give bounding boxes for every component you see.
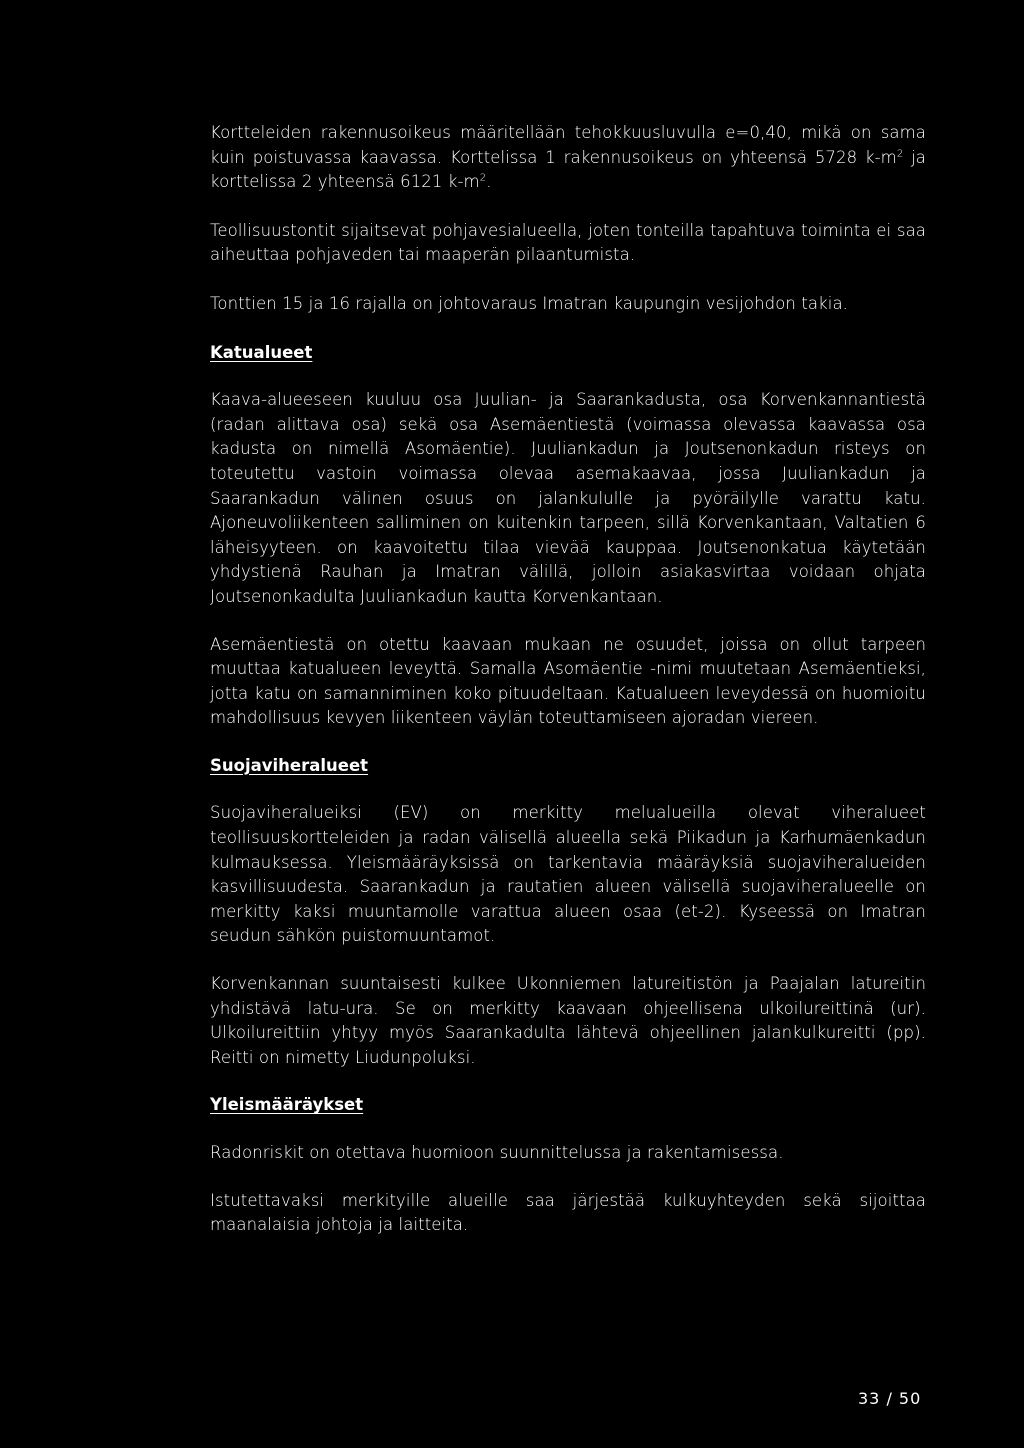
heading-suojaviheralueet: Suojaviheralueet bbox=[210, 755, 369, 775]
paragraph-protective-green-areas: Suojaviheralueiksi (EV) on merkitty melualueilla olevat viheralueet teollisuuskortteleiden ja radan välisellä alueella sekä Piikadun ja Karhumäenkadun kulmauksessa. Yleismääräyksissä on tarkentavia määräyksiä suojaviheralueiden kasvillisuudesta. Saarankadun ja rautatien alueen välisellä suojaviheralueelle on merkitty kaksi muuntamolle varattua alueen osaa (et-2). Kyseessä on Imatran seudun sähkön puistomuuntamot. bbox=[210, 803, 926, 946]
paragraph-groundwater: Teollisuustontit sijaitsevat pohjavesialueella, joten tonteilla tapahtuva toiminta ei saa aiheuttaa pohjaveden tai maaperän pilaantumista. bbox=[210, 220, 926, 265]
paragraph-pipeline-reservation: Tonttien 15 ja 16 rajalla on johtovaraus Imatran kaupungin vesijohdon takia. bbox=[210, 293, 849, 313]
paragraph-street-areas: Kaava-alueeseen kuuluu osa Juulian- ja Saarankadusta, osa Korvenkannantiestä (radan alittava osa) sekä osa Asemäentiestä (voimassa olevassa kaavassa osa kadusta on nimellä Asomäentie). Juuliankadun ja Joutsenonkadun risteys on toteutettu vastoin voimassa olevaa asemakaavaa, jossa Juuliankadun ja Saarankadun välinen osuus on jalankululle ja pyöräilylle varattu katu. Ajoneuvoliikenteen salliminen on kuitenkin tarpeen, sillä Korvenkantaan, Valtatien 6 läheisyyteen. on kaavoitettu tilaa vievää kauppaa. Joutsenonkatua käytetään yhdystienä Rauhan ja Imatran välillä, jolloin asiakasvirtaa voidaan ohjata Joutsenonkadulta Juuliankadun kautta Korvenkantaan. bbox=[210, 390, 926, 606]
paragraph-radon: Radonriskit on otettava huomioon suunnittelussa ja rakentamisessa. bbox=[210, 1143, 784, 1162]
heading-yleismaaraykset: Yleismääräykset bbox=[210, 1095, 364, 1115]
paragraph-building-rights: Kortteleiden rakennusoikeus määritellään tehokkuusluvulla e=0,40, mikä on sama kuin poistuvassa kaavassa. Korttelissa 1 rakennusoikeus on yhteensä 5728 $k-m^2$ ja korttelissa 2 yhteensä 6121 $k-m^2$. bbox=[210, 123, 926, 192]
paragraph-asemaentie: Asemäentiestä on otettu kaavaan mukaan ne osuudet, joissa on ollut tarpeen muuttaa katualueen leveyttä. Samalla Asomäentie -nimi muutetaan Asemäentieksi, jotta katu on samanniminen koko pituudeltaan. Katualueen leveydessä on huomioitu mahdollisuus kevyen liikenteen väylän toteuttamiseen ajoradan viereen. bbox=[210, 634, 926, 728]
heading-katualueet: Katualueet bbox=[210, 342, 313, 362]
paragraph-ski-track: Korvenkannan suuntaisesti kulkee Ukonniemen latureitistön ja Paajalan latureitin yhdistävä latu-ura. Se on merkitty kaavaan ohjeellisena ulkoilureittinä (ur). Ulkoilureittiin yhtyy myös Saarankadulta lähtevä ohjeellinen jalankulkureitti (pp). Reitti on nimetty Liudunpoluksi. bbox=[210, 974, 926, 1067]
paragraph-planting-areas: Istutettavaksi merkityille alueille saa järjestää kulkuyhteyden sekä sijoittaa maanalaisia johtoja ja laitteita. bbox=[210, 1190, 926, 1235]
page-number: 33 / 50 bbox=[858, 1389, 922, 1408]
document-body bbox=[210, 121, 926, 1238]
